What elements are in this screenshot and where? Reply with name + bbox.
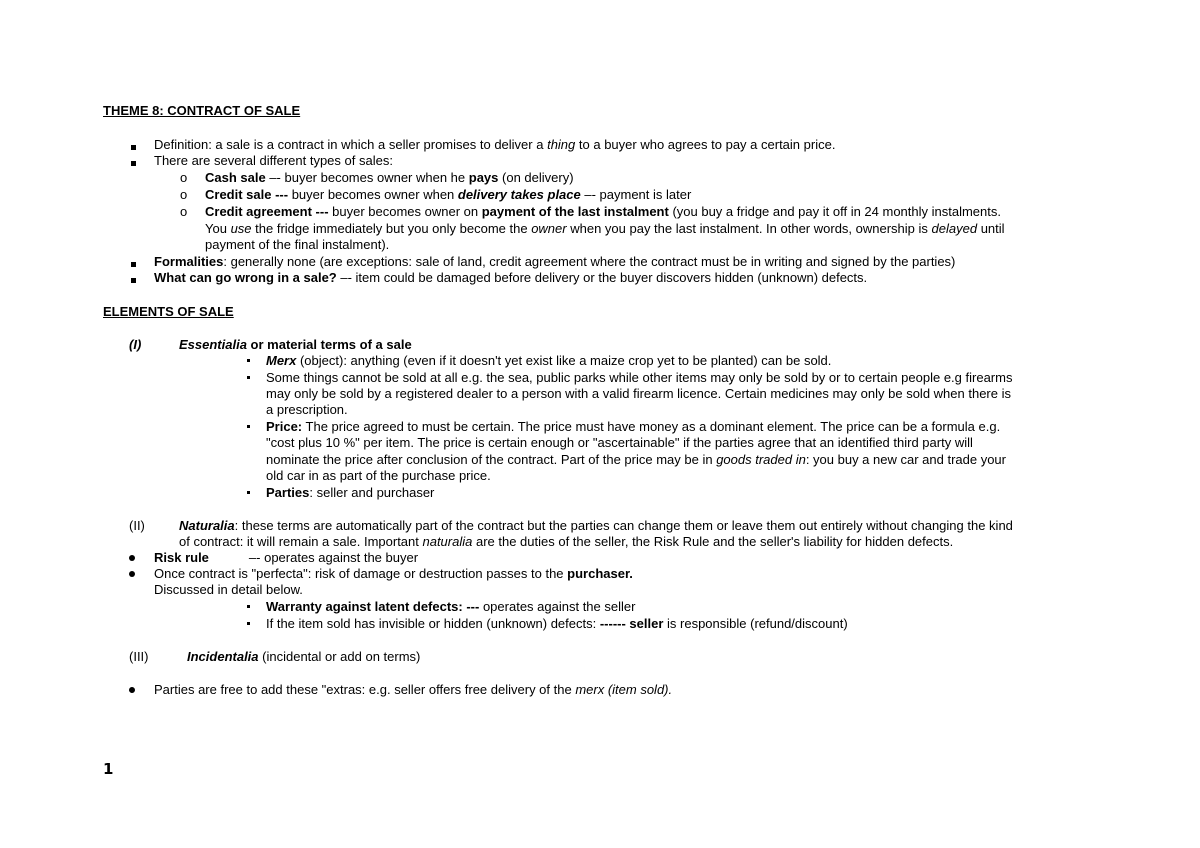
hidden-defects-line: If the item sold has invisible or hidden (unknown) defects: ------ seller is responsible (refund/discount)	[266, 616, 848, 631]
incidentalia-number: (III)	[129, 649, 149, 664]
essentialia-heading: Essentialia or material terms of a sale	[179, 337, 412, 352]
bullet-o: o	[180, 170, 188, 185]
bullet-dot	[129, 571, 135, 577]
price-line-4: old car in as part of the purchase price.	[266, 468, 491, 483]
definition-line: Definition: a sale is a contract in which a seller promises to deliver a thing to a buyer who agrees to pay a certain price.	[154, 137, 836, 152]
warranty-line: Warranty against latent defects: --- operates against the seller	[266, 599, 636, 614]
credit-agreement-line: Credit agreement --- buyer becomes owner on payment of the last instalment (you buy a fridge and pay it off in 24 monthly instalments.	[205, 204, 1001, 219]
bullet-square	[131, 161, 136, 166]
bullet-dot	[129, 555, 135, 561]
price-line-2: "cost plus 10 %" per item. The price is certain enough or "ascertainable" if the parties agree that an identified third party will	[266, 435, 973, 450]
price-line-3: nominate the price after conclusion of the contract. Part of the price may be in goods traded in: you buy a new car and trade your	[266, 452, 1006, 467]
bullet-dot	[128, 686, 136, 694]
naturalia-line-1: Naturalia: these terms are automatically part of the contract but the parties can change them or leave them out entirely without changing the kind	[179, 518, 1013, 533]
bullet-small	[247, 376, 250, 379]
discussed-line: Discussed in detail below.	[154, 582, 303, 597]
cash-sale-line: Cash sale –- buyer becomes owner when he pays (on delivery)	[205, 170, 574, 185]
page-number: 1	[103, 760, 114, 778]
price-line-1: Price: The price agreed to must be certain. The price must have money as a dominant element. The price can be a formula e.g.	[266, 419, 1001, 434]
bullet-square	[131, 262, 136, 267]
parties-line: Parties: seller and purchaser	[266, 485, 435, 500]
bullet-square	[131, 145, 136, 150]
naturalia-number: (II)	[129, 518, 145, 533]
credit-agreement-line-2: You use the fridge immediately but you only become the owner when you pay the last instalment. In other words, ownership is delayed until	[205, 221, 1005, 236]
bullet-o: o	[180, 187, 188, 202]
credit-agreement-line-3: payment of the final instalment).	[205, 237, 390, 252]
essentialia-number: (I)	[129, 337, 142, 352]
section-heading: ELEMENTS OF SALE	[103, 304, 234, 319]
things-line-3: a prescription.	[266, 402, 348, 417]
bullet-small	[247, 359, 250, 362]
incidentalia-heading: Incidentalia (incidental or add on terms)	[187, 649, 421, 664]
risk-rule-line: Risk rule –- operates against the buyer	[154, 550, 419, 565]
merx-line: Merx (object): anything (even if it doesn't yet exist like a maize crop yet to be planted) can be sold.	[266, 353, 832, 368]
naturalia-line-2: of contract: it will remain a sale. Important naturalia are the duties of the seller, the Risk Rule and the seller's liability for hidden defects.	[179, 534, 954, 549]
bullet-o: o	[180, 204, 188, 219]
bullet-small	[247, 622, 250, 625]
bullet-small	[247, 491, 250, 494]
things-line-1: Some things cannot be sold at all e.g. the sea, public parks while other items may only be sold by or to certain people e.g firearms	[266, 370, 1013, 385]
what-can-go-wrong-line: What can go wrong in a sale? –- item could be damaged before delivery or the buyer discovers hidden (unknown) defects.	[154, 270, 868, 285]
things-line-2: may only be sold by a registered dealer to a person with a valid firearm licence. Certain medicines may only be sold when there is	[266, 386, 1011, 401]
incidentalia-parties-line: Parties are free to add these "extras: e.g. seller offers free delivery of the merx (item sold).	[154, 682, 673, 697]
types-intro: There are several different types of sales:	[154, 153, 393, 168]
perfecta-line: Once contract is "perfecta": risk of damage or destruction passes to the purchaser.	[154, 566, 633, 581]
formalities-line: Formalities: generally none (are exceptions: sale of land, credit agreement where the contract must be in writing and signed by the parties)	[154, 254, 956, 269]
page-title: THEME 8: CONTRACT OF SALE	[103, 103, 301, 118]
bullet-small	[247, 605, 250, 608]
bullet-square	[131, 278, 136, 283]
bullet-small	[247, 425, 250, 428]
credit-sale-line: Credit sale --- buyer becomes owner when delivery takes place –- payment is later	[205, 187, 692, 202]
